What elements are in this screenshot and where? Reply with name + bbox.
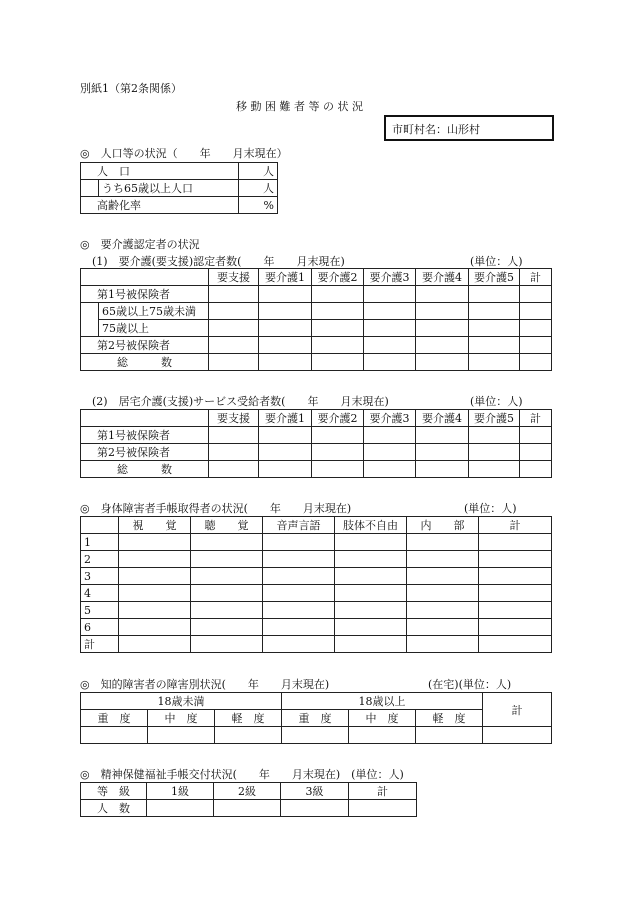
data-cell (479, 602, 552, 619)
table-row (81, 461, 552, 478)
data-cell (407, 602, 479, 619)
data-cell (148, 727, 215, 744)
data-cell (191, 568, 263, 585)
col-header: 内 部 (407, 517, 479, 534)
data-cell (520, 354, 552, 371)
table-row (81, 534, 552, 551)
data-cell (416, 337, 469, 354)
data-cell (335, 568, 407, 585)
data-cell (81, 727, 148, 744)
population-table (80, 162, 278, 214)
data-cell (416, 427, 469, 444)
table-row (81, 517, 552, 534)
row-label: 第1号被保険者 (81, 286, 209, 303)
population-unit: 人 (239, 163, 278, 180)
data-cell (416, 727, 483, 744)
care-certified-table (80, 268, 552, 371)
data-cell (209, 444, 259, 461)
data-cell (263, 619, 335, 636)
data-cell (520, 286, 552, 303)
data-cell (469, 427, 520, 444)
data-cell (263, 551, 335, 568)
table-row (81, 303, 552, 320)
grade-label: 5 (81, 602, 119, 619)
data-cell (282, 727, 349, 744)
data-cell (416, 444, 469, 461)
table-row (81, 693, 552, 710)
table-row (81, 269, 552, 286)
data-cell (119, 636, 191, 653)
col-header: 計 (479, 517, 552, 534)
data-cell (364, 461, 416, 478)
col-header: 要介護3 (364, 269, 416, 286)
data-cell (364, 354, 416, 371)
data-cell (191, 619, 263, 636)
col-header: 計 (520, 410, 552, 427)
grade-row-label: 等 級 (81, 783, 147, 800)
data-cell (214, 800, 281, 817)
data-cell (364, 444, 416, 461)
data-cell (520, 444, 552, 461)
care-sub2-heading: (2) 居宅介護(支援)サービス受給者数( 年 月末現在) (92, 395, 389, 408)
data-cell (335, 636, 407, 653)
data-cell (416, 461, 469, 478)
data-cell (209, 337, 259, 354)
data-cell (407, 551, 479, 568)
level-header: 重 度 (81, 710, 148, 727)
row-label: 総 数 (81, 354, 209, 371)
data-cell (469, 320, 520, 337)
data-cell (364, 286, 416, 303)
data-cell (209, 303, 259, 320)
data-cell (469, 303, 520, 320)
col-header: 2級 (214, 783, 281, 800)
table-row (81, 568, 552, 585)
data-cell (364, 427, 416, 444)
data-cell (479, 551, 552, 568)
physical-disability-table (80, 516, 552, 653)
grade-label: 6 (81, 619, 119, 636)
col-header: 要介護2 (312, 269, 364, 286)
grade-label: 1 (81, 534, 119, 551)
level-header: 重 度 (282, 710, 349, 727)
care-sub1-unit: (単位：人) (470, 255, 523, 268)
care-sub1-heading: (1) 要介護(要支援)認定者数( 年 月末現在) (92, 255, 345, 268)
data-cell (263, 568, 335, 585)
data-cell (81, 517, 119, 534)
col-header: 3級 (281, 783, 349, 800)
table-row (81, 800, 417, 817)
data-cell (479, 534, 552, 551)
data-cell (119, 585, 191, 602)
col-header: 視 覚 (119, 517, 191, 534)
table-row (81, 180, 278, 197)
physical-unit: (単位：人) (464, 502, 517, 515)
col-header: 要介護4 (416, 410, 469, 427)
col-header: 要介護4 (416, 269, 469, 286)
home-care-table (80, 409, 552, 478)
data-cell (520, 337, 552, 354)
table-row (81, 354, 552, 371)
data-cell (259, 320, 312, 337)
grade-label: 2 (81, 551, 119, 568)
data-cell (281, 800, 349, 817)
data-cell (81, 410, 209, 427)
data-cell (259, 337, 312, 354)
table-row (81, 410, 552, 427)
col-header: 計 (349, 783, 417, 800)
data-cell (263, 534, 335, 551)
table-row (81, 197, 278, 214)
data-cell (119, 568, 191, 585)
col-header: 要支援 (209, 410, 259, 427)
level-header: 軽 度 (416, 710, 483, 727)
data-cell (479, 568, 552, 585)
care-sub2-unit: (単位：人) (470, 395, 523, 408)
data-cell (469, 444, 520, 461)
col-header: 1級 (147, 783, 214, 800)
annex-label: 別紙1（第2条関係） (80, 82, 182, 95)
data-cell (469, 337, 520, 354)
col-header: 肢体不自由 (335, 517, 407, 534)
data-cell (191, 551, 263, 568)
data-cell (312, 354, 364, 371)
col-header: 計 (520, 269, 552, 286)
data-cell (259, 286, 312, 303)
elderly-population-label: うち65歳以上人口 (99, 180, 239, 197)
municipality-name: 市町村名：山形村 (392, 123, 480, 136)
data-cell (191, 636, 263, 653)
data-cell (407, 619, 479, 636)
col-header: 音声言語 (263, 517, 335, 534)
data-cell (520, 461, 552, 478)
mental-health-table (80, 782, 417, 817)
level-header: 中 度 (349, 710, 416, 727)
data-cell (119, 602, 191, 619)
aging-rate-unit: % (239, 197, 278, 214)
col-header: 要介護5 (469, 269, 520, 286)
data-cell (191, 585, 263, 602)
data-cell (520, 303, 552, 320)
data-cell (263, 636, 335, 653)
col-header: 要介護5 (469, 410, 520, 427)
intellectual-disability-table (80, 692, 552, 744)
data-cell (469, 354, 520, 371)
data-cell (416, 320, 469, 337)
data-cell (364, 337, 416, 354)
data-cell (259, 303, 312, 320)
data-cell (209, 286, 259, 303)
data-cell (119, 534, 191, 551)
table-row (81, 619, 552, 636)
data-cell (349, 727, 416, 744)
table-row (81, 163, 278, 180)
data-cell (81, 269, 209, 286)
data-cell (119, 619, 191, 636)
data-cell (312, 444, 364, 461)
row-label: 総 数 (81, 461, 209, 478)
intellectual-heading: ◎ 知的障害者の障害別状況( 年 月末現在) (80, 678, 330, 691)
data-cell (312, 286, 364, 303)
table-row (81, 602, 552, 619)
data-cell (209, 354, 259, 371)
group-under-18: 18歳未満 (81, 693, 282, 710)
data-cell (349, 800, 417, 817)
row-label: 第2号被保険者 (81, 444, 209, 461)
data-cell (416, 354, 469, 371)
mental-heading: ◎ 精神保健福祉手帳交付状況( 年 月末現在) (単位：人) (80, 768, 404, 781)
data-cell (520, 320, 552, 337)
group-18-over: 18歳以上 (282, 693, 483, 710)
data-cell (407, 585, 479, 602)
data-cell (335, 585, 407, 602)
table-row (81, 427, 552, 444)
grade-label: 4 (81, 585, 119, 602)
municipality-box (384, 115, 554, 141)
data-cell (416, 303, 469, 320)
data-cell (483, 727, 552, 744)
total-label: 計 (81, 636, 119, 653)
data-cell (191, 602, 263, 619)
data-cell (215, 727, 282, 744)
total-header: 計 (483, 693, 552, 727)
level-header: 軽 度 (215, 710, 282, 727)
row-label: 65歳以上75歳未満 (99, 303, 209, 320)
count-row-label: 人 数 (81, 800, 147, 817)
table-row (81, 320, 552, 337)
elderly-population-unit: 人 (239, 180, 278, 197)
data-cell (335, 602, 407, 619)
data-cell (119, 551, 191, 568)
data-cell (81, 320, 99, 337)
data-cell (312, 461, 364, 478)
table-row (81, 783, 417, 800)
physical-heading: ◎ 身体障害者手帳取得者の状況( 年 月末現在) (80, 502, 352, 515)
col-header: 要介護3 (364, 410, 416, 427)
intellectual-unit: (在宅)(単位：人) (428, 678, 512, 691)
table-row (81, 727, 552, 744)
data-cell (479, 636, 552, 653)
data-cell (469, 461, 520, 478)
data-cell (416, 286, 469, 303)
table-row (81, 551, 552, 568)
data-cell (364, 303, 416, 320)
data-cell (209, 427, 259, 444)
data-cell (407, 568, 479, 585)
data-cell (335, 551, 407, 568)
data-cell (312, 337, 364, 354)
population-heading: ◎ 人口等の状況（ 年 月末現在） (80, 147, 288, 160)
data-cell (259, 461, 312, 478)
data-cell (81, 180, 99, 197)
col-header: 聴 覚 (191, 517, 263, 534)
data-cell (407, 534, 479, 551)
data-cell (520, 427, 552, 444)
table-row (81, 337, 552, 354)
row-label: 第2号被保険者 (81, 337, 209, 354)
row-label: 75歳以上 (99, 320, 209, 337)
col-header: 要介護2 (312, 410, 364, 427)
data-cell (147, 800, 214, 817)
population-label: 人 口 (81, 163, 239, 180)
data-cell (335, 619, 407, 636)
col-header: 要支援 (209, 269, 259, 286)
data-cell (312, 427, 364, 444)
data-cell (479, 585, 552, 602)
care-heading: ◎ 要介護認定者の状況 (80, 238, 200, 251)
aging-rate-label: 高齢化率 (81, 197, 239, 214)
data-cell (407, 636, 479, 653)
table-row (81, 585, 552, 602)
row-label: 第1号被保険者 (81, 427, 209, 444)
col-header: 要介護1 (259, 410, 312, 427)
data-cell (312, 320, 364, 337)
table-row (81, 710, 552, 727)
data-cell (191, 534, 263, 551)
data-cell (259, 427, 312, 444)
data-cell (312, 303, 364, 320)
grade-label: 3 (81, 568, 119, 585)
data-cell (263, 602, 335, 619)
data-cell (209, 461, 259, 478)
data-cell (364, 320, 416, 337)
data-cell (259, 444, 312, 461)
data-cell (263, 585, 335, 602)
document-title: 移 動 困 難 者 等 の 状 況 (236, 100, 363, 113)
data-cell (469, 286, 520, 303)
data-cell (259, 354, 312, 371)
data-cell (335, 534, 407, 551)
data-cell (81, 303, 99, 320)
col-header: 要介護1 (259, 269, 312, 286)
table-row (81, 444, 552, 461)
level-header: 中 度 (148, 710, 215, 727)
table-row (81, 636, 552, 653)
table-row (81, 286, 552, 303)
data-cell (209, 320, 259, 337)
data-cell (479, 619, 552, 636)
